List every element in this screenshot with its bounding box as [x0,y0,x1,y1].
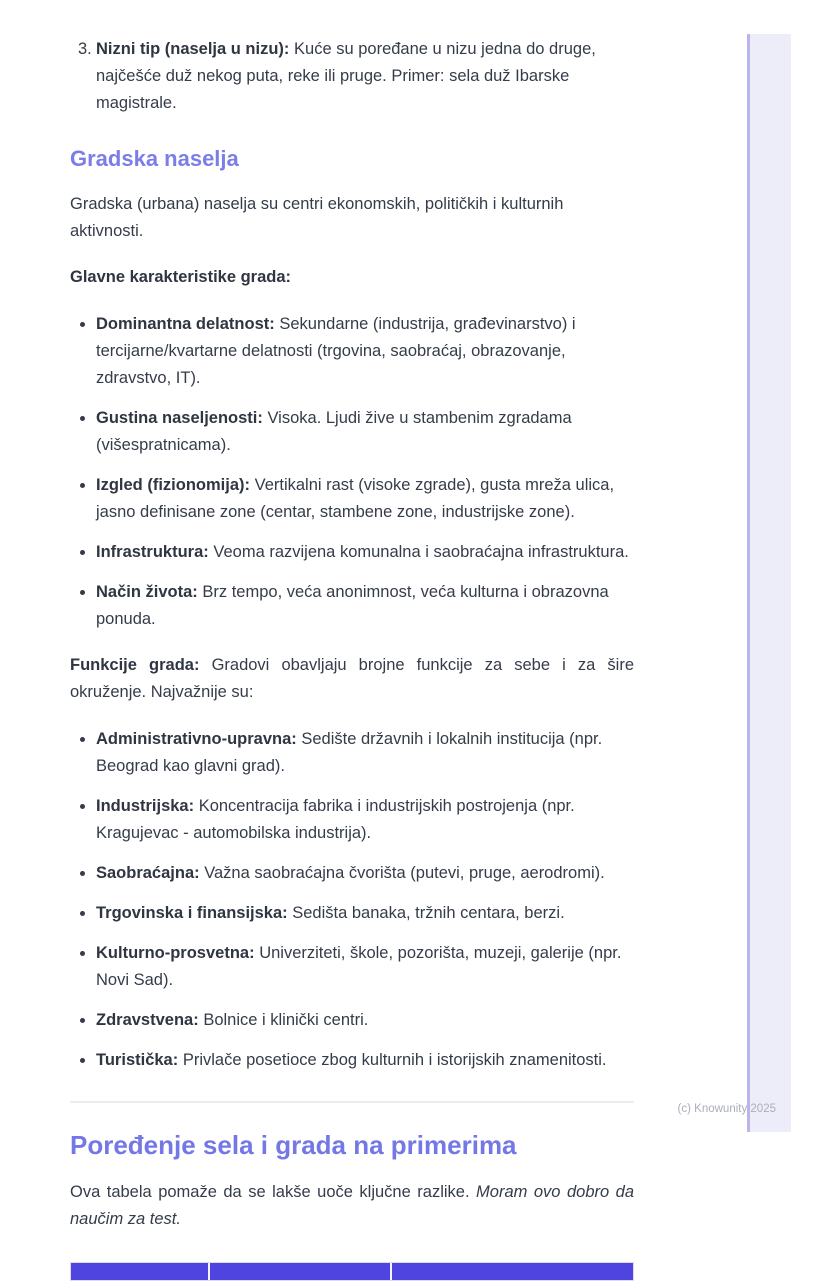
list-item [96,1047,634,1074]
list-item [96,539,634,566]
table-header-cell-2 [208,1263,390,1280]
bullet-lead-in: Način života: [96,583,198,601]
list-item [96,311,634,392]
functions-list [70,726,634,1074]
list-item [96,579,634,633]
bullet-lead-in: Gustina naseljenosti: [96,409,263,427]
bullet-lead-in: Zdravstvena: [96,1011,199,1029]
list-item [96,940,634,994]
bullet-body: Koncentracija fabrika i industrijskih postrojenja (npr. Kragujevac - automobilska industrija). [96,797,575,842]
bullet-body: Sekundarne (industrija, građevinarstvo) i tercijarne/kvartarne delatnosti (trgovina, saobraćaj, obrazovanje, zdravstvo, IT). [96,315,576,387]
table-header-row [70,1262,634,1281]
bullet-lead-in: Kulturno-prosvetna: [96,944,255,962]
bullet-body: Sedište državnih i lokalnih institucija (npr. Beograd kao glavni grad). [96,730,603,775]
section-divider [70,1101,634,1103]
bullet-lead-in: Izgled (fizionomija): [96,476,250,494]
list-item-text [96,36,634,117]
bullet-body: Bolnice i klinički centri. [203,1011,369,1029]
list-item-number: 3. [78,40,92,58]
bullet-body: Važna saobraćajna čvorišta (putevi, pruge, aerodromi). [204,864,605,882]
functions-intro-text: Gradovi obavljaju brojne funkcije za sebe i za šire okruženje. Najvažnije su: [70,656,634,701]
comparison-intro-italic: Moram ovo dobro da naučim za test. [70,1183,635,1228]
list-item [96,726,634,780]
list-item [96,900,634,927]
list-item [96,860,634,887]
bullet-lead-in: Administrativno-upravna: [96,730,297,748]
section-heading-poredjenje: Poređenje sela i grada na primerima [70,1130,517,1160]
table-header-cell-1 [71,1263,208,1280]
bullet-body: Visoka. Ljudi žive u stambenim zgradama (višespratnicama). [96,409,572,454]
table-header-cell-3 [390,1263,633,1280]
bullet-lead-in: Infrastruktura: [96,543,209,561]
section-heading-gradska-naselja: Gradska naselja [70,146,239,171]
bullet-lead-in: Turistička: [96,1051,179,1069]
numbered-list-item-3 [70,36,634,117]
list-item-body: Kuće su poređane u nizu jedna do druge, najčešće duž nekog puta, reke ili pruge. Primer: sela duž Ibarske magistrale. [96,40,596,112]
page-content [70,36,634,1281]
page-edge-scroll-strip [747,34,791,1132]
bullet-body: Brz tempo, veća anonimnost, veća kulturna i obrazovna ponuda. [96,583,609,628]
urban-intro-paragraph: Gradska (urbana) naselja su centri ekonomskih, političkih i kulturnih aktivnosti. [70,195,564,240]
bullet-body: Veoma razvijena komunalna i saobraćajna infrastruktura. [213,543,629,561]
characteristics-list [70,311,634,633]
bullet-lead-in: Industrijska: [96,797,195,815]
urban-subheading-text: Glavne karakteristike grada: [70,268,292,286]
bullet-lead-in: Saobraćajna: [96,864,200,882]
list-item [96,793,634,847]
bullet-body: Vertikalni rast (visoke zgrade), gusta mreža ulica, jasno definisane zone (centar, stambene zone, industrijske zone). [96,476,615,521]
copyright-watermark: (c) Knowunity 2025 [677,1103,776,1115]
bullet-body: Privlače posetioce zbog kulturnih i istorijskih znamenitosti. [182,1051,607,1069]
comparison-intro-normal: Ova tabela pomaže da se lakše uoče ključne razlike. [70,1183,470,1201]
bullet-lead-in: Trgovinska i finansijska: [96,904,288,922]
list-item [96,472,634,526]
list-item-lead-in: Nizni tip (naselja u nizu): [96,40,290,58]
comparison-intro-paragraph [70,1179,634,1233]
list-item [96,1007,634,1034]
bullet-body: Sedišta banaka, tržnih centara, berzi. [292,904,565,922]
functions-lead-in: Funkcije grada: [70,656,200,674]
urban-subheading [70,264,634,291]
functions-intro-paragraph [70,652,634,706]
bullet-body: Univerziteti, škole, pozorišta, muzeji, galerije (npr. Novi Sad). [96,944,622,989]
list-item [96,405,634,459]
bullet-lead-in: Dominantna delatnost: [96,315,275,333]
